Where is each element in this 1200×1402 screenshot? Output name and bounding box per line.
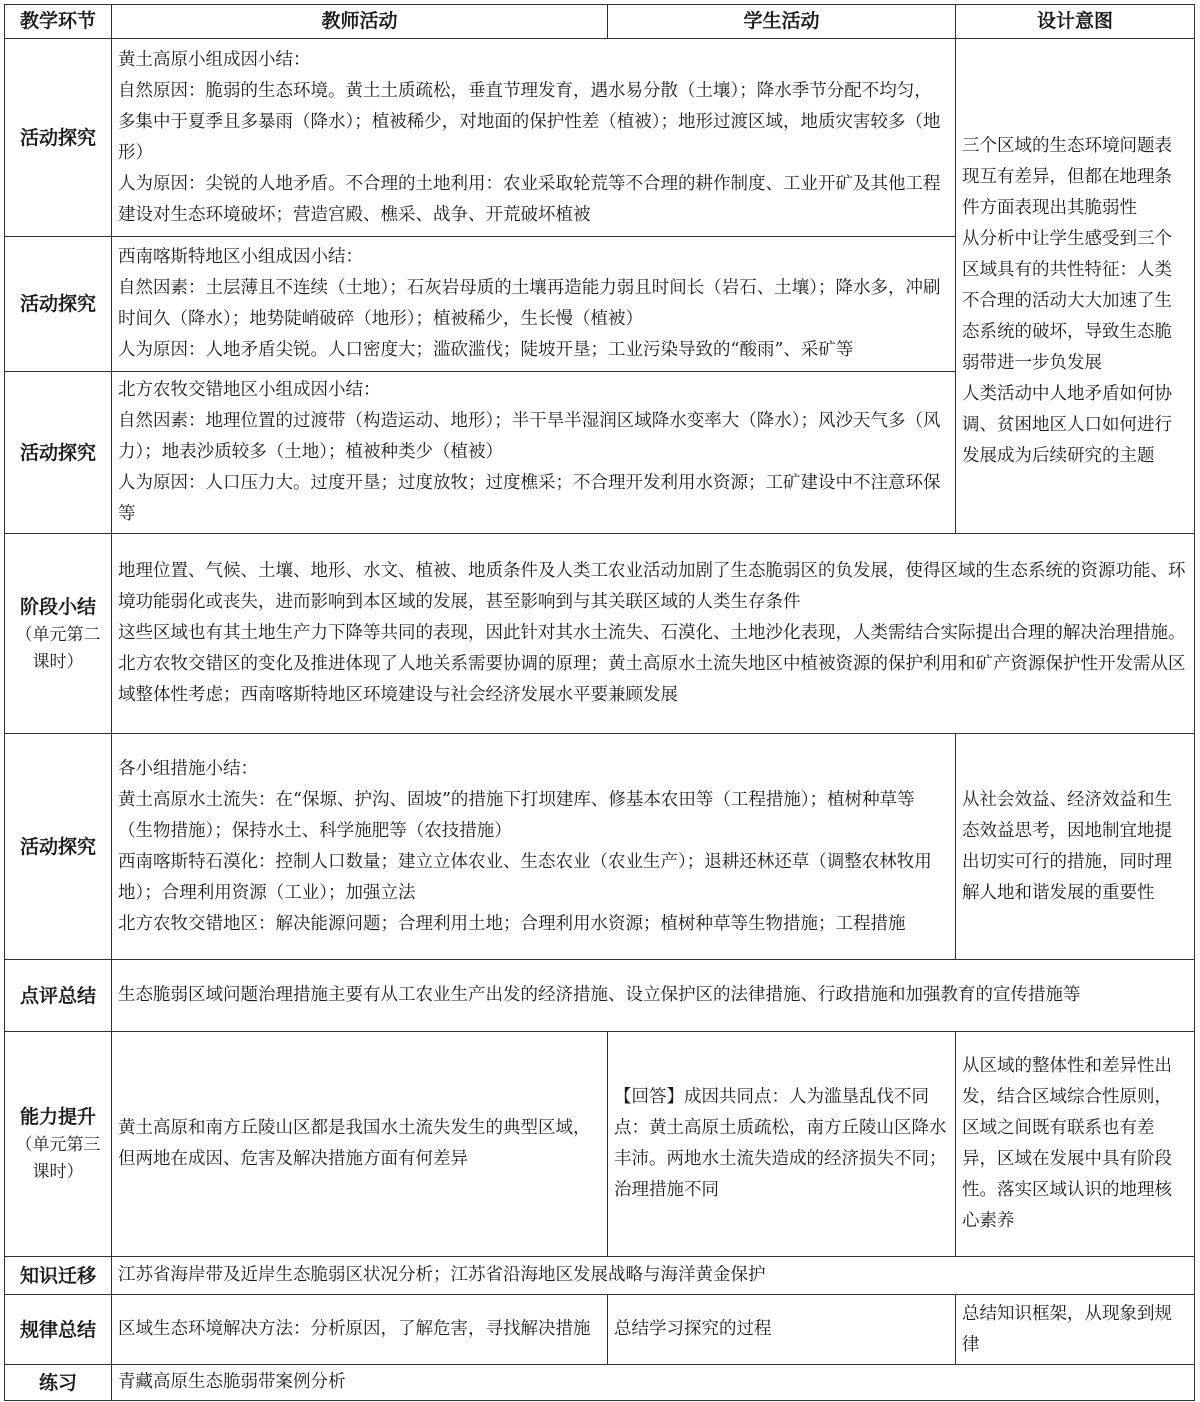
- paragraph: 西南喀斯特地区小组成因小结：: [118, 247, 363, 267]
- teacher-activity-cell: [112, 734, 956, 960]
- paragraph: 人为原因：人口压力大。过度开垦；过度放牧；过度樵采；不合理开发利用水资源；工矿建设中不注意环保等: [118, 473, 941, 524]
- stage-cell: 活动探究: [5, 39, 112, 237]
- stage-title: 阶段小结: [19, 595, 96, 618]
- summary-cell: 生态脆弱区域问题治理措施主要有从工农业生产出发的经济措施、设立保护区的法律措施、行政措施和加强教育的宣传措施等: [112, 960, 1195, 1032]
- paragraph: 从分析中让学生感受到三个区域具有的共性特征：人类不合理的活动大大加速了生态系统的破坏，导致生态脆弱带进一步负发展: [962, 228, 1172, 373]
- stage-subtitle: （单元第二课时）: [15, 624, 101, 672]
- header-student: 学生活动: [608, 5, 956, 39]
- stage-cell: 知识迁移: [5, 1257, 112, 1295]
- design-intent-cell: [956, 39, 1195, 534]
- stage-cell: [5, 534, 112, 734]
- lesson-plan-table: [4, 4, 1195, 1401]
- paragraph: 黄土高原水土流失：在“保塬、护沟、固坡”的措施下打坝建库、修基本农田等（工程措施）；植树种草等（生物措施）；保持水土、科学施肥等（农技措施）: [118, 789, 915, 841]
- table-row: [5, 1032, 1195, 1257]
- summary-cell: 江苏省海岸带及近岸生态脆弱区状况分析；江苏省沿海地区发展战略与海洋黄金保护: [112, 1257, 1195, 1295]
- paragraph: 西南喀斯特石漠化：控制人口数量；建立立体农业、生态农业（农业生产）；退耕还林还草（调整农林牧用地）；合理利用资源（工业）；加强立法: [118, 851, 932, 903]
- stage-cell: 练习: [5, 1365, 112, 1401]
- student-activity-cell: 【回答】成因共同点：人为滥垦乱伐不同点：黄土高原土质疏松，南方丘陵山区降水丰沛。两地水土流失造成的经济损失不同；治理措施不同: [608, 1032, 956, 1257]
- header-stage: 教学环节: [5, 5, 112, 39]
- paragraph: 人类活动中人地矛盾如何协调、贫困地区人口如何进行发展成为后续研究的主题: [962, 383, 1172, 466]
- paragraph: 北方农牧交错地区小组成因小结：: [118, 380, 381, 400]
- table-row: [5, 1295, 1195, 1365]
- student-activity-cell: 总结学习探究的过程: [608, 1295, 956, 1365]
- header-design: 设计意图: [956, 5, 1195, 39]
- table-row: [5, 1365, 1195, 1401]
- table-row: [5, 960, 1195, 1032]
- summary-cell: 青藏高原生态脆弱带案例分析: [112, 1365, 1195, 1401]
- header-teacher: 教师活动: [112, 5, 608, 39]
- table-row: [5, 1257, 1195, 1295]
- header-row: [5, 5, 1195, 39]
- teacher-activity-cell: [112, 39, 956, 237]
- table-row: [5, 534, 1195, 734]
- teacher-activity-cell: 黄土高原和南方丘陵山区都是我国水土流失发生的典型区域，但两地在成因、危害及解决措施方面有何差异: [112, 1032, 608, 1257]
- paragraph: 人为原因：人地矛盾尖锐。人口密度大；滥砍滥伐；陡坡开垦；工业污染导致的“酸雨”、采矿等: [118, 340, 854, 360]
- paragraph: 地理位置、气候、土壤、地形、水文、植被、地质条件及人类工农业活动加剧了生态脆弱区的负发展，使得区域的生态系统的资源功能、环境功能弱化或丧失，进而影响到本区域的发展，甚至影响到与其关联区域的人类生存条件: [118, 561, 1186, 612]
- design-intent-cell: 从区域的整体性和差异性出发，结合区域综合性原则，区域之间既有联系也有差异，区域在发展中具有阶段性。落实区域认识的地理核心素养: [956, 1032, 1195, 1257]
- table-row: [5, 39, 1195, 237]
- table-row: [5, 734, 1195, 960]
- paragraph: 自然因素：土层薄且不连续（土地）；石灰岩母质的土壤再造能力弱且时间长（岩石、土壤）；降水多，冲刷时间久（降水）；地势陡峭破碎（地形）；植被稀少，生长慢（植被）: [118, 278, 941, 329]
- stage-cell: 点评总结: [5, 960, 112, 1032]
- summary-cell: [112, 534, 1195, 734]
- paragraph: 三个区域的生态环境问题表现互有差异，但都在地理条件方面表现出其脆弱性: [962, 135, 1172, 218]
- design-intent-cell: 从社会效益、经济效益和生态效益思考，因地制宜地提出切实可行的措施，同时理解人地和谐发展的重要性: [956, 734, 1195, 960]
- paragraph: 人为原因：尖锐的人地矛盾。不合理的土地利用：农业采取轮荒等不合理的耕作制度、工业开矿及其他工程建设对生态环境破坏；营造宫殿、樵采、战争、开荒破坏植被: [118, 173, 941, 225]
- stage-cell: 活动探究: [5, 372, 112, 534]
- paragraph: 自然因素：地理位置的过渡带（构造运动、地形）；半干旱半湿润区域降水变率大（降水）；风沙天气多（风力）；地表沙质较多（土地）；植被种类少（植被）: [118, 411, 941, 462]
- paragraph: 黄土高原小组成因小结：: [118, 49, 311, 70]
- paragraph: 北方农牧交错地区：解决能源问题；合理利用土地；合理利用水资源；植树种草等生物措施；工程措施: [118, 913, 906, 934]
- design-intent-cell: 总结知识框架，从现象到规律: [956, 1295, 1195, 1365]
- stage-cell: 活动探究: [5, 237, 112, 372]
- stage-cell: [5, 1032, 112, 1257]
- teacher-activity-cell: 区域生态环境解决方法：分析原因，了解危害，寻找解决措施: [112, 1295, 608, 1365]
- paragraph: 各小组措施小结：: [118, 758, 258, 779]
- paragraph: 这些区域也有其土地生产力下降等共同的表现，因此针对其水土流失、石漠化、土地沙化表现，人类需结合实际提出合理的解决治理措施。北方农牧交错区的变化及推进体现了人地关系需要协调的原理；黄土高原水土流失地区中植被资源的保护利用和矿产资源保护性开发需从区域整体性考虑；西南喀斯特地区环境建设与社会经济发展水平要兼顾发展: [118, 623, 1186, 705]
- stage-subtitle: （单元第三课时）: [15, 1135, 101, 1182]
- stage-cell: 规律总结: [5, 1295, 112, 1365]
- stage-cell: 活动探究: [5, 734, 112, 960]
- teacher-activity-cell: [112, 237, 956, 372]
- paragraph: 自然原因：脆弱的生态环境。黄土土质疏松，垂直节理发育，遇水易分散（土壤）；降水季节分配不均匀，多集中于夏季且多暴雨（降水）；植被稀少，对地面的保护性差（植被）；地形过渡区域，地质灾害较多（地形）: [118, 80, 941, 163]
- stage-title: 能力提升: [19, 1106, 96, 1128]
- teacher-activity-cell: [112, 372, 956, 534]
